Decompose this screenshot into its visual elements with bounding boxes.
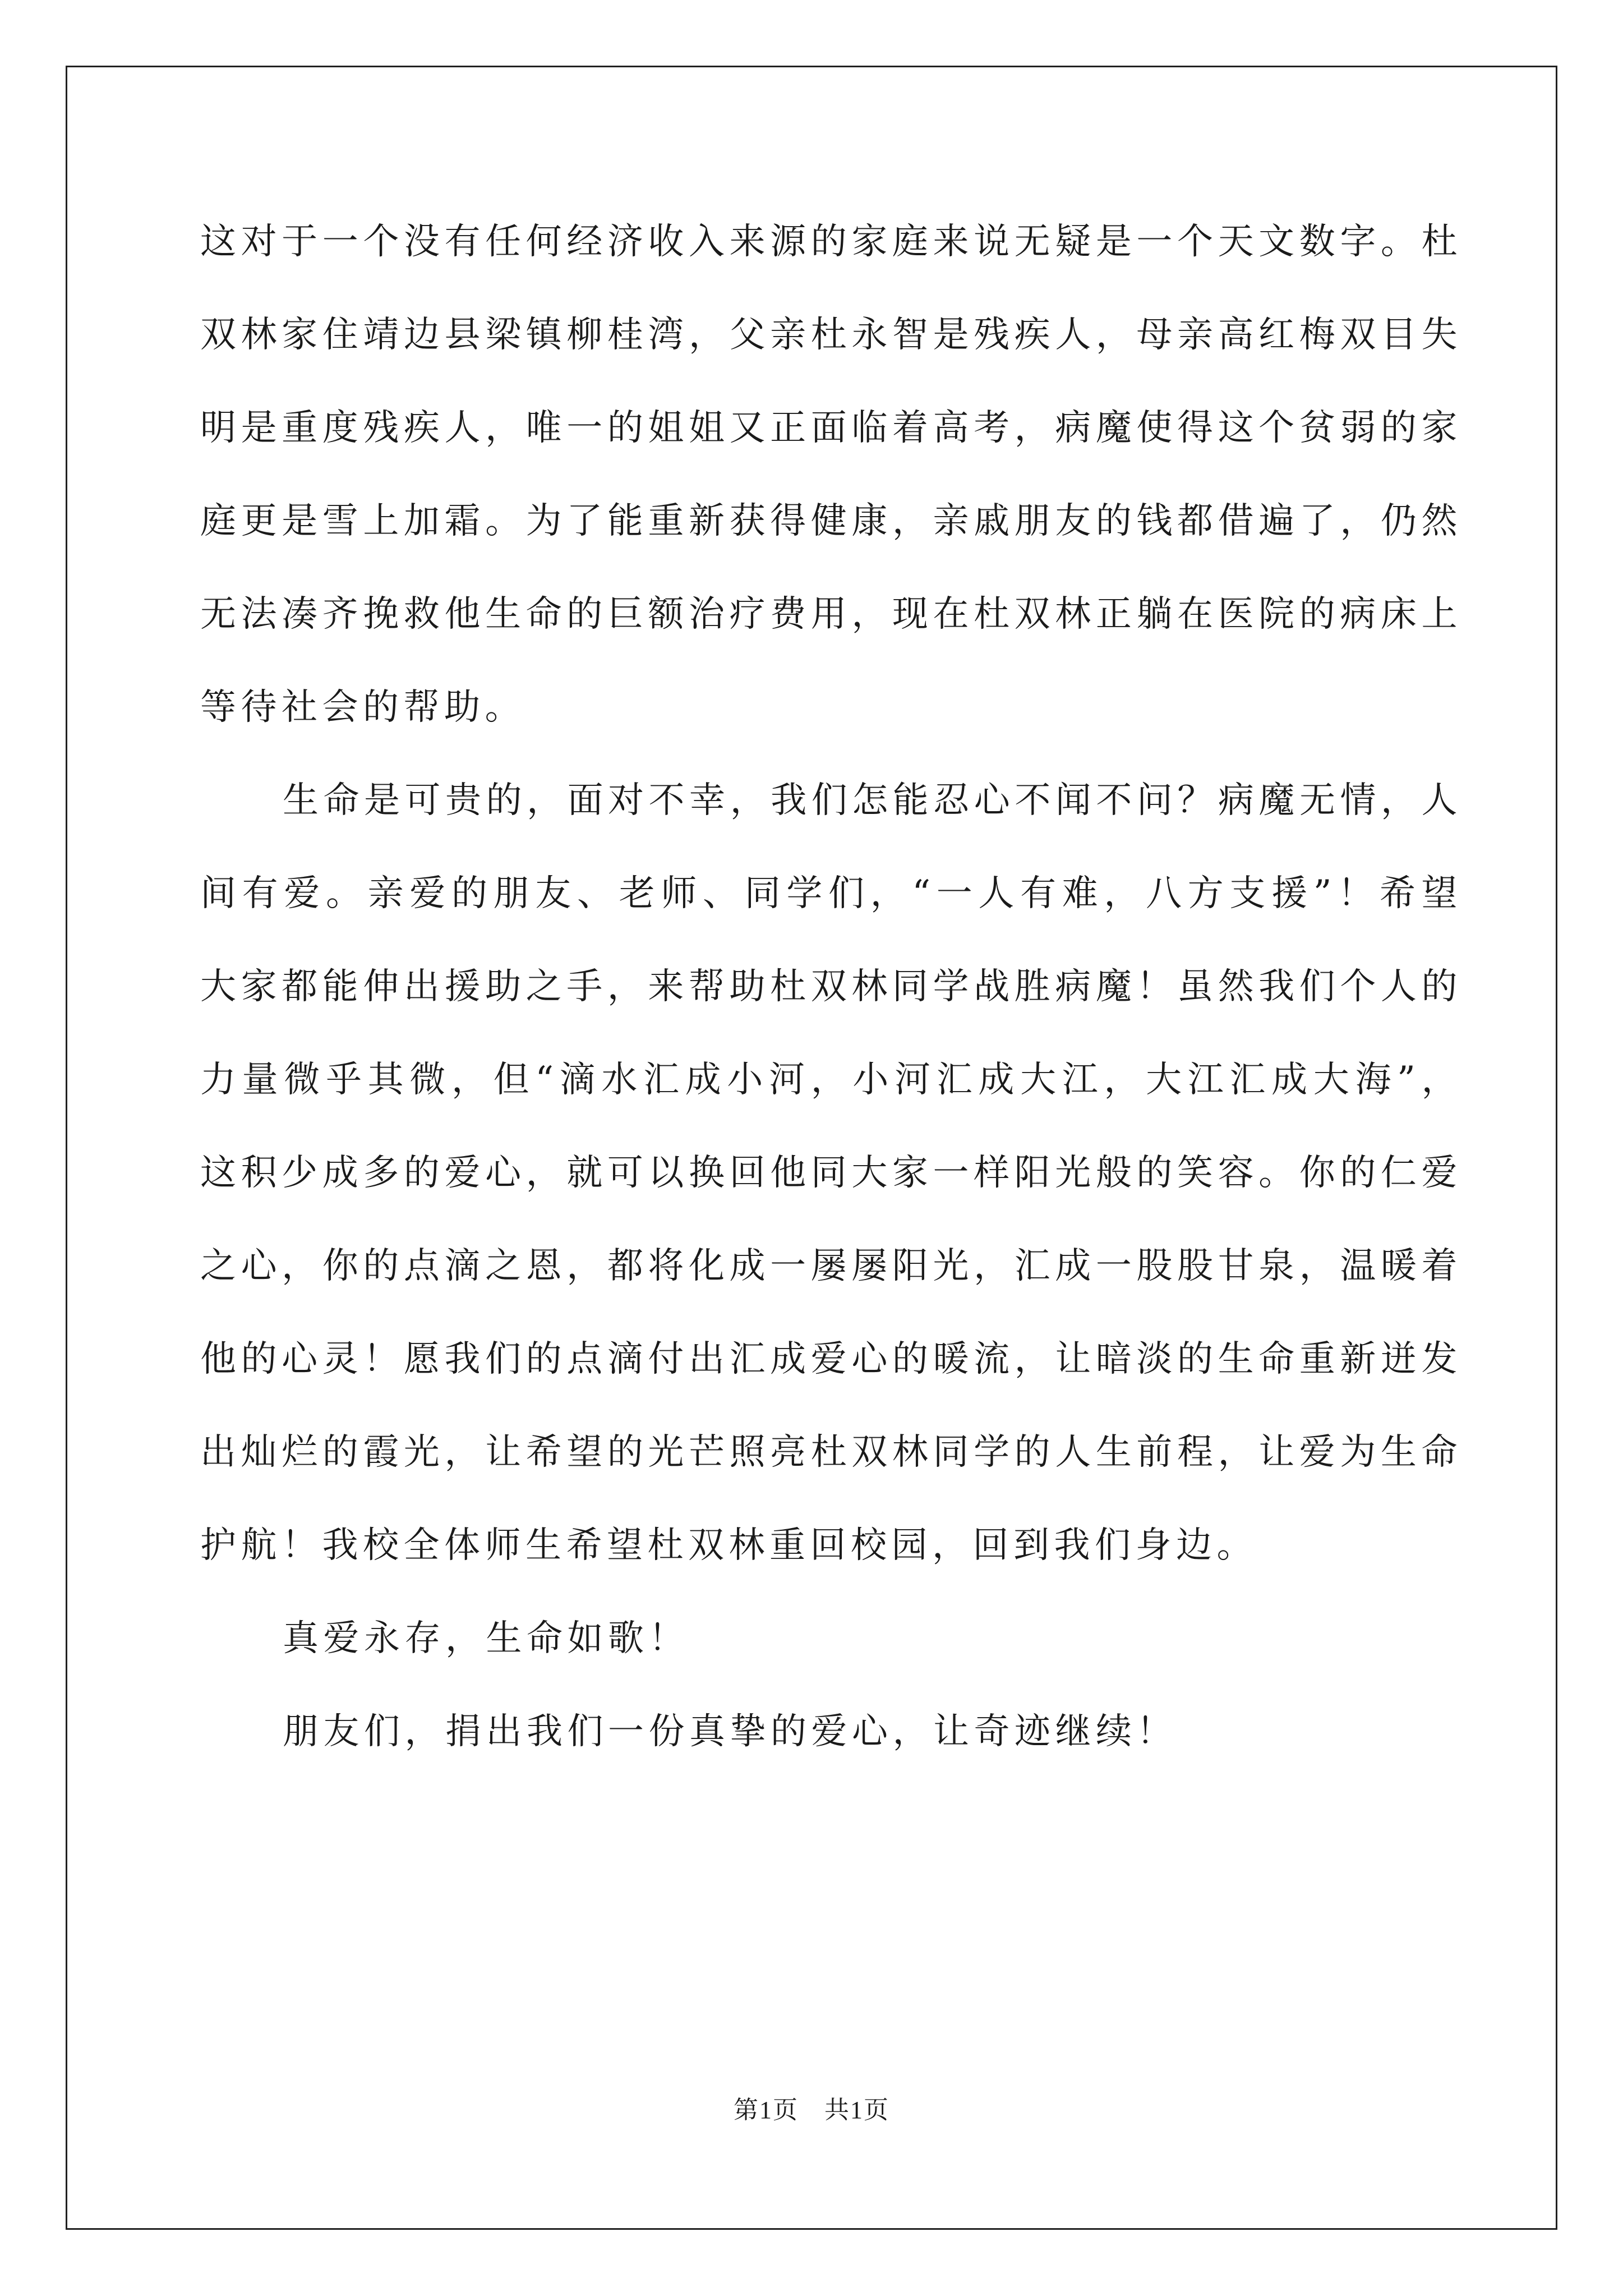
document-body — [200, 195, 1462, 1778]
paragraph-4: 朋友们，捐出我们一份真挚的爱心，让奇迹继续！ — [283, 1711, 1177, 1752]
paragraph-3: 真爱永存，生命如歌！ — [283, 1618, 689, 1659]
page-footer — [0, 2090, 1623, 2125]
paragraph-1: 这对于一个没有任何经济收入来源的家庭来说无疑是一个天文数字。杜双林家住靖边县梁镇柳桂湾，父亲杜永智是残疾人，母亲高红梅双目失明是重度残疾人，唯一的姐姐又正面临着高考，病魔使得这个贫弱的家庭更是雪上加霜。为了能重新获得健康，亲戚朋友的钱都借遍了，仍然无法凑齐挽救他生命的巨额治疗费用，现在杜双林正躺在医院的病床上等待社会的帮助。 — [200, 221, 1462, 728]
page-number: 第1页 — [734, 2096, 799, 2124]
page-total: 共1页 — [824, 2096, 889, 2124]
paragraph-2: 生命是可贵的，面对不幸，我们怎能忍心不闻不问？病魔无情，人间有爱。亲爱的朋友、老师、同学们，“一人有难，八方支援”！希望大家都能伸出援助之手，来帮助杜双林同学战胜病魔！虽然我们个人的力量微乎其微，但“滴水汇成小河，小河汇成大江，大江汇成大海”，这积少成多的爱心，就可以换回他同大家一样阳光般的笑容。你的仁爱之心，你的点滴之恩，都将化成一屡屡阳光，汇成一股股甘泉，温暖着他的心灵！愿我们的点滴付出汇成爱心的暖流，让暗淡的生命重新迸发出灿烂的霞光，让希望的光芒照亮杜双林同学的人生前程，让爱为生命护航！我校全体师生希望杜双林重回校园，回到我们身边。 — [200, 780, 1462, 1566]
